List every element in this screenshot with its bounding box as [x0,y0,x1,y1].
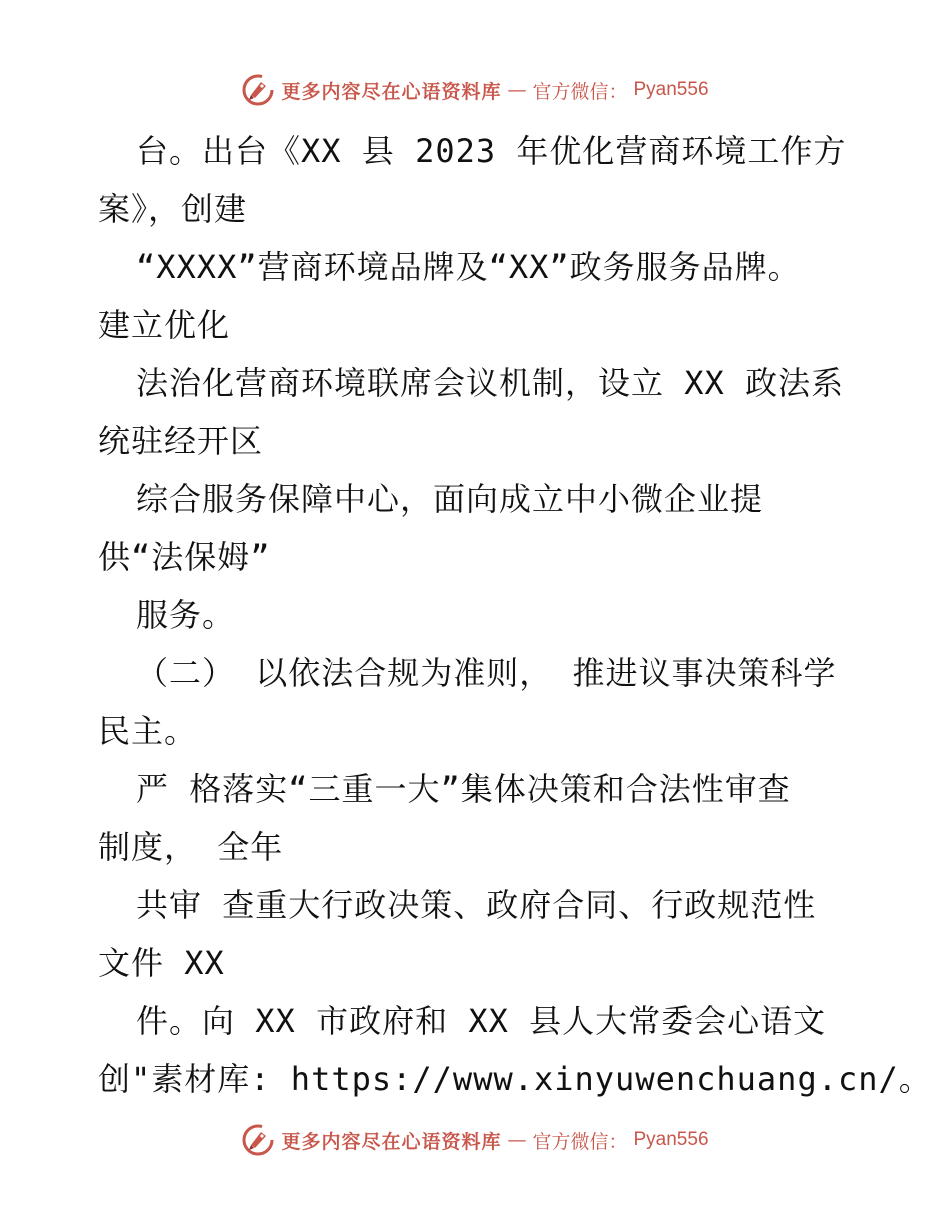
document-body [98,122,932,1108]
paragraph-line: 服务。 [136,596,236,634]
paragraph-line: 文件 XX [98,944,225,982]
paragraph-line: 供“法保姆” [98,538,271,576]
header-banner-content [241,73,708,107]
banner-title: 更多内容尽在心语资料库 [281,80,502,103]
paragraph-line: “XXXX”营商环境品牌及“XX”政务服务品牌。 [136,248,801,286]
paragraph-line: 严 格落实“三重一大”集体决策和合法性审查 [136,770,791,808]
banner-wechat-id: Pyan556 [633,1129,709,1150]
paragraph-line: 制度， 全年 [98,828,284,866]
section-heading: （二） 以依法合规为准则， 推进议事决策科学 [136,654,837,692]
banner-separator: — [507,1129,527,1151]
footer-banner [0,1120,950,1160]
paragraph-line: 创"素材库: https://www.xinyuwenchuang.cn/。 [98,1060,932,1098]
paragraph-line: 统驻经开区 [98,422,264,460]
pen-nib-logo-icon [241,73,275,107]
paragraph-line: 综合服务保障中心，面向成立中小微企业提 [136,480,764,518]
paragraph-line: 建立优化 [98,306,231,344]
pen-nib-logo-icon [241,1123,275,1157]
banner-wechat-id: Pyan556 [633,79,709,100]
paragraph-line: 台。出台《XX 县 2023 年优化营商环境工作方 [136,132,847,170]
header-banner [0,70,950,110]
banner-title: 更多内容尽在心语资料库 [281,1130,502,1153]
paragraph-line: 民主。 [98,712,198,750]
banner-separator: — [507,79,527,101]
footer-banner-content [241,1123,708,1157]
banner-wechat-label: 官方微信： [532,81,628,103]
paragraph-line: 共审 查重大行政决策、政府合同、行政规范性 [136,886,817,924]
paragraph-line: 法治化营商环境联席会议机制，设立 XX 政法系 [136,364,845,402]
paragraph-line: 案》，创建 [98,190,248,228]
paragraph-line: 件。向 XX 市政府和 XX 县人大常委会心语文 [136,1002,827,1040]
banner-wechat-label: 官方微信： [532,1131,628,1153]
